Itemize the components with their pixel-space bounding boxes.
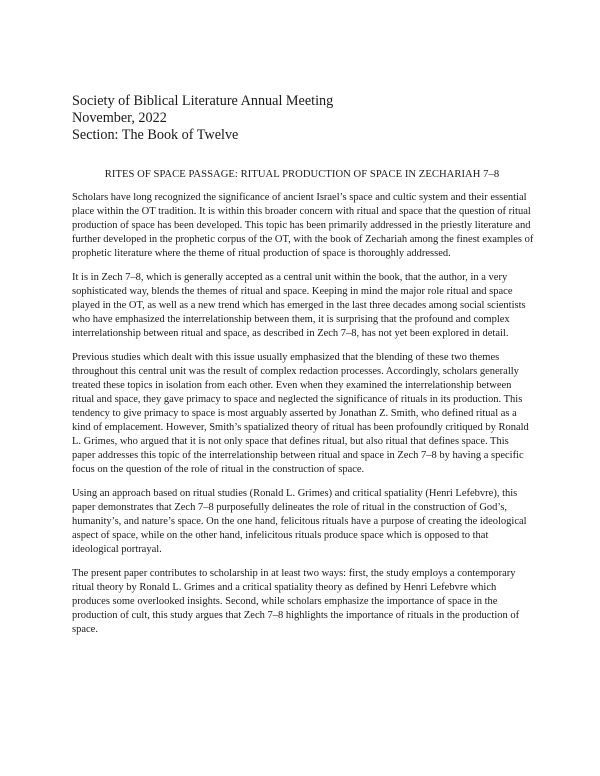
conference-header bbox=[72, 93, 532, 144]
paper-title: RITES OF SPACE PASSAGE: RITUAL PRODUCTION OF SPACE IN ZECHARIAH 7–8 bbox=[104, 169, 500, 180]
header-line-conference: Society of Biblical Literature Annual Meeting bbox=[72, 93, 334, 109]
header-line-section: Section: The Book of Twelve bbox=[72, 127, 239, 143]
header-line-date: November, 2022 bbox=[72, 110, 167, 126]
paragraph: Scholars have long recognized the significance of ancient Israel’s space and cultic system and their essential place within the OT tradition. It is within this broader concern with ritual and space that the question of ritual production of space has been developed. This topic has been primarily addressed in the priestly literature and further developed in the prophetic corpus of the OT, with the book of Zechariah among the finest examples of prophetic literature where the theme of ritual production of space is thoroughly addressed. bbox=[72, 192, 534, 260]
paragraph: Using an approach based on ritual studies (Ronald L. Grimes) and critical spatiality (Henri Lefebvre), this paper demonstrates that Zech 7–8 purposefully delineates the role of ritual in the construction of God’s, humanity’s, and nature’s space. On the one hand, felicitous rituals have a purpose of creating the ideological aspect of space, while on the other hand, infelicitous rituals produce space which is opposed to that ideological portrayal. bbox=[72, 487, 527, 556]
paragraph: It is in Zech 7–8, which is generally accepted as a central unit within the book, that the author, in a very sophisticated way, blends the themes of ritual and space. Keeping in mind the major role ritual and space played in the OT, as well as a new trend which has emerged in the last three decades among social scientists who have emphasized the interrelationship between them, it is surprising that the profound and complex interrelationship between ritual and space, as described in Zech 7–8, has not yet been explored in detail. bbox=[72, 271, 526, 340]
abstract-body bbox=[72, 191, 534, 647]
paragraph: The present paper contributes to scholarship in at least two ways: first, the study employs a contemporary ritual theory by Ronald L. Grimes and a critical spatiality theory as defined by Henri Lefebvre which produces some overlooked insights. Second, while scholars emphasize the importance of space in the production of cult, this study argues that Zech 7–8 highlights the importance of rituals in the production of space. bbox=[72, 567, 520, 636]
paragraph: Previous studies which dealt with this issue usually emphasized that the blending of these two themes throughout this central unit was the result of complex redaction processes. Accordingly, scholars generally treated these topics in isolation from each other. Even when they examined the interrelationship between ritual and space, they gave primacy to space and neglected the significance of rituals in its production. This tendency to give primacy to space is most arguably asserted by Jonathan Z. Smith, who defined ritual as a kind of emplacement. However, Smith’s spatialized theory of ritual has been profoundly critiqued by Ronald L. Grimes, who argued that it is not only space that defines ritual, but also ritual that defines space. This paper addresses this topic of the interrelationship between ritual and space in Zech 7–8 by having a specific focus on the question of the role of ritual in the construction of space. bbox=[72, 351, 529, 476]
